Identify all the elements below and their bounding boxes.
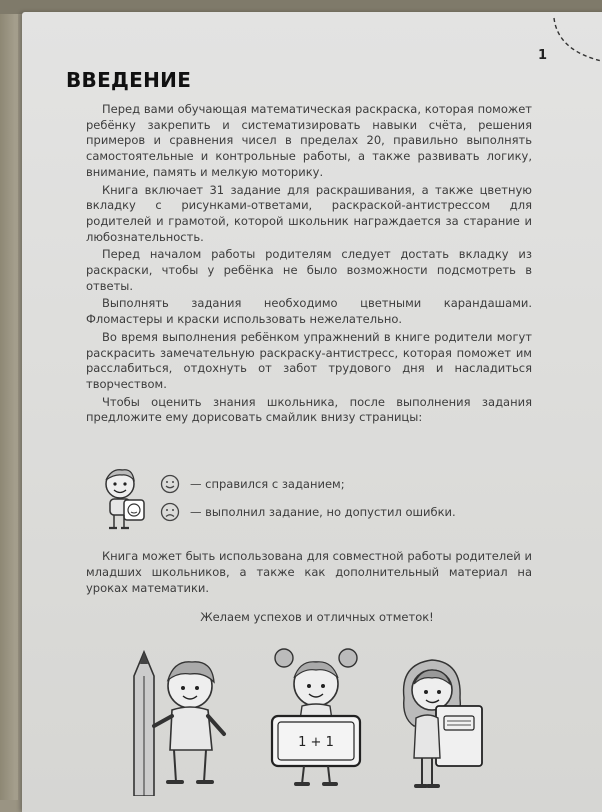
legend-happy-text: — справился с заданием; [190, 477, 345, 491]
paragraph-1: Перед вами обучающая математическая раскраска, которая поможет ребёнку закрепить и систематизировать навыки счёта, решения примеров и сравнения чисел в пределах 20, правильно выполнять самостоятельные и контрольные работы, а также развивать логику, внимание, память и мелкую моторику. [86, 102, 532, 179]
paragraph-3: Перед началом работы родителям следует достать вкладку из раскраски, чтобы у ребёнка не было возможности подсмотреть в ответы. [86, 247, 532, 293]
paragraph-5: Во время выполнения ребёнком упражнений в книге родители могут раскрасить замечательную раскраску-антистресс, которая поможет им расслабиться, отдохнуть от забот трудового дня и насладиться творчеством. [86, 329, 532, 391]
page-title: ВВЕДЕНИЕ [66, 68, 192, 92]
happy-smiley-icon [160, 474, 180, 494]
sad-smiley-icon [160, 502, 180, 522]
girl-with-book-illustration [392, 648, 492, 798]
legend-sad-row [160, 502, 456, 522]
paragraph-2: Книга включает 31 задание для раскрашивания, а также цветную вкладку с рисунками-ответами, раскраской-антистрессом для родителей и грамотой, которой школьник награждается за старание и любознательность. [86, 182, 532, 244]
paragraph-4: Выполнять задания необходимо цветными карандашами. Фломастеры и краски использовать нежелательно. [86, 296, 532, 327]
page-number: 1 [538, 48, 548, 63]
paragraph-6: Чтобы оценить знания школьника, после выполнения задания предложите ему дорисовать смайлик внизу страницы: [86, 394, 532, 425]
legend-happy-row [160, 474, 345, 494]
page-corner-dashed-icon [548, 12, 602, 76]
book-spine-edge [0, 0, 18, 800]
girl-with-board-illustration [266, 644, 366, 794]
intro-text [86, 102, 532, 428]
closing-paragraph: Книга может быть использована для совместной работы родителей и младших школьников, а также как дополнительный материал на уроках математики. [86, 549, 532, 595]
legend-sad-text: — выполнил задание, но допустил ошибки. [190, 505, 456, 519]
boy-with-pencil-illustration [128, 646, 238, 796]
board-text: 1 + 1 [298, 735, 334, 750]
boy-with-smiley-illustration [98, 466, 148, 532]
closing-wish: Желаем успехов и отличных отметок! [200, 610, 434, 624]
